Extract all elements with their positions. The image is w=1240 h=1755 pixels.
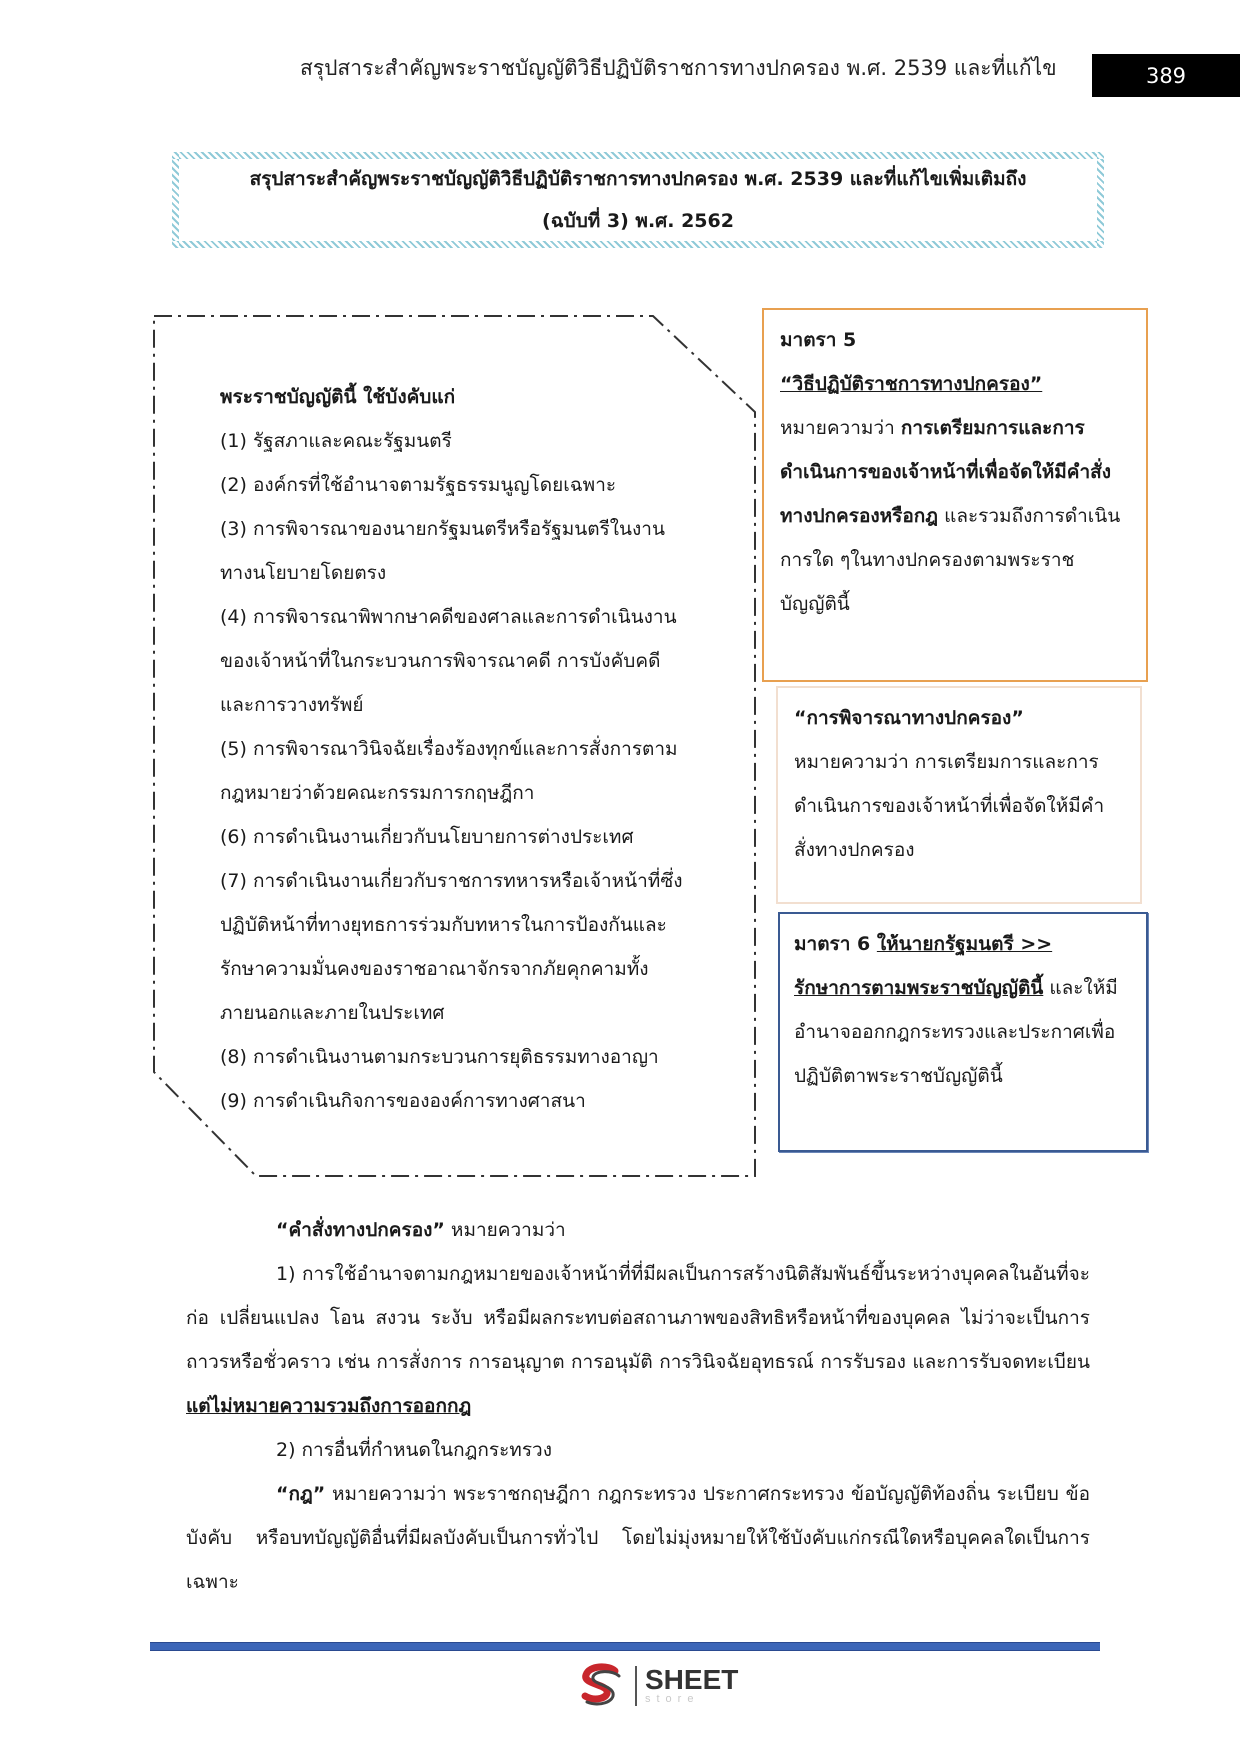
section-6-box	[778, 912, 1148, 1152]
scope-list	[220, 375, 695, 1123]
scope-item: (5) การพิจารณาวินิจฉัยเรื่องร้องทุกข์และการสั่งการตามกฎหมายว่าด้วยคณะกรรมการกฤษฎีกา	[220, 738, 678, 804]
logo-sub: store	[645, 1693, 700, 1705]
section-5-box	[762, 308, 1148, 682]
logo-s-icon	[575, 1662, 627, 1710]
scope-heading: พระราชบัญญัตินี้ ใช้บังคับแก่	[220, 386, 456, 408]
scope-item: (1) รัฐสภาและคณะรัฐมนตรี	[220, 430, 452, 452]
title-line-1: สรุปสาระสำคัญพระราชบัญญัติวิธีปฏิบัติราชการทางปกครอง พ.ศ. 2539 และที่แก้ไขเพิ่มเติมถึง	[249, 168, 1027, 190]
scope-item: (8) การดำเนินงานตามกระบวนการยุติธรรมทางอาญา	[220, 1046, 659, 1068]
definitions-body	[186, 1208, 1090, 1604]
section-5-term: “วิธีปฏิบัติราชการทางปกครอง”	[780, 373, 1043, 395]
order-item-2: 2) การอื่นที่กำหนดในกฎกระทรวง	[276, 1439, 552, 1461]
title-line-2: (ฉบับที่ 3) พ.ศ. 2562	[542, 210, 734, 232]
scope-item: (2) องค์กรที่ใช้อำนาจตามรัฐธรรมนูญโดยเฉพาะ	[220, 474, 617, 496]
order-definition: “คำสั่งทางปกครอง” หมายความว่า	[276, 1219, 566, 1241]
scope-item: (9) การดำเนินกิจการขององค์การทางศาสนา	[220, 1090, 586, 1112]
admin-consideration-term: “การพิจารณาทางปกครอง”	[794, 707, 1024, 729]
admin-consideration-definition: หมายความว่า การเตรียมการและการดำเนินการของเจ้าหน้าที่เพื่อจัดให้มีคำสั่งทางปกครอง	[794, 751, 1105, 861]
scope-item: (3) การพิจารณาของนายกรัฐมนตรีหรือรัฐมนตรีในงานทางนโยบายโดยตรง	[220, 518, 665, 584]
sheet-store-logo	[575, 1662, 755, 1710]
title-box	[172, 152, 1104, 248]
section-5-label: มาตรา 5	[780, 329, 857, 351]
admin-consideration-box	[776, 686, 1142, 904]
order-item-1: 1) การใช้อำนาจตามกฎหมายของเจ้าหน้าที่ที่มีผลเป็นการสร้างนิติสัมพันธ์ขึ้นระหว่างบุคคลในอันที่จะก่อ เปลี่ยนแปลง โอน สงวน ระงับ หรือมีผลกระทบต่อสถานภาพของสิทธิหรือหน้าที่ของบุคคล ไม่ว่าจะเป็นการถาวรหรือชั่วคราว เช่น การสั่งการ การอนุญาต การอนุมัติ การวินิจฉัยอุทธรณ์ การรับรอง และการรับจดทะเบียน แต่ไม่หมายความรวมถึงการออกกฎ	[186, 1263, 1090, 1417]
section-5-definition: หมายความว่า การเตรียมการและการดำเนินการของเจ้าหน้าที่เพื่อจัดให้มีคำสั่งทางปกครองหรือกฎ และรวมถึงการดำเนินการใด ๆในทางปกครองตามพระราชบัญญัตินี้	[780, 417, 1121, 615]
page-number: 389	[1092, 54, 1240, 97]
rule-definition: “กฎ” หมายความว่า พระราชกฤษฎีกา กฎกระทรวง ประกาศกระทรวง ข้อบัญญัติท้องถิ่น ระเบียบ ข้อบังคับ หรือบทบัญญัติอื่นที่มีผลบังคับเป็นการทั่วไป โดยไม่มุ่งหมายให้ใช้บังคับแก่กรณีใดหรือบุคคลใดเป็นการเฉพาะ	[186, 1483, 1090, 1593]
scope-item: (6) การดำเนินงานเกี่ยวกับนโยบายการต่างประเทศ	[220, 826, 634, 848]
footer-bar	[150, 1642, 1100, 1651]
running-header: สรุปสาระสำคัญพระราชบัญญัติวิธีปฏิบัติราชการทางปกครอง พ.ศ. 2539 และที่แก้ไข	[300, 56, 1057, 80]
scope-item: (4) การพิจารณาพิพากษาคดีของศาลและการดำเนินงานของเจ้าหน้าที่ในกระบวนการพิจารณาคดี การบังคับคดี และการวางทรัพย์	[220, 606, 677, 716]
scope-item: (7) การดำเนินงานเกี่ยวกับราชการทหารหรือเจ้าหน้าที่ซึ่งปฏิบัติหน้าที่ทางยุทธการร่วมกับทหารในการป้องกันและรักษาความมั่นคงของราชอาณาจักรจากภัยคุกคามทั้งภายนอกและภายในประเทศ	[220, 870, 683, 1024]
logo-word: SHEET	[645, 1664, 739, 1695]
section-6-text: มาตรา 6 ให้นายกรัฐมนตรี >> รักษาการตามพระราชบัญญัตินี้ และให้มีอำนาจออกกฎกระทรวงและประกาศเพื่อปฏิบัติตาพระราชบัญญัตินี้	[794, 933, 1118, 1087]
